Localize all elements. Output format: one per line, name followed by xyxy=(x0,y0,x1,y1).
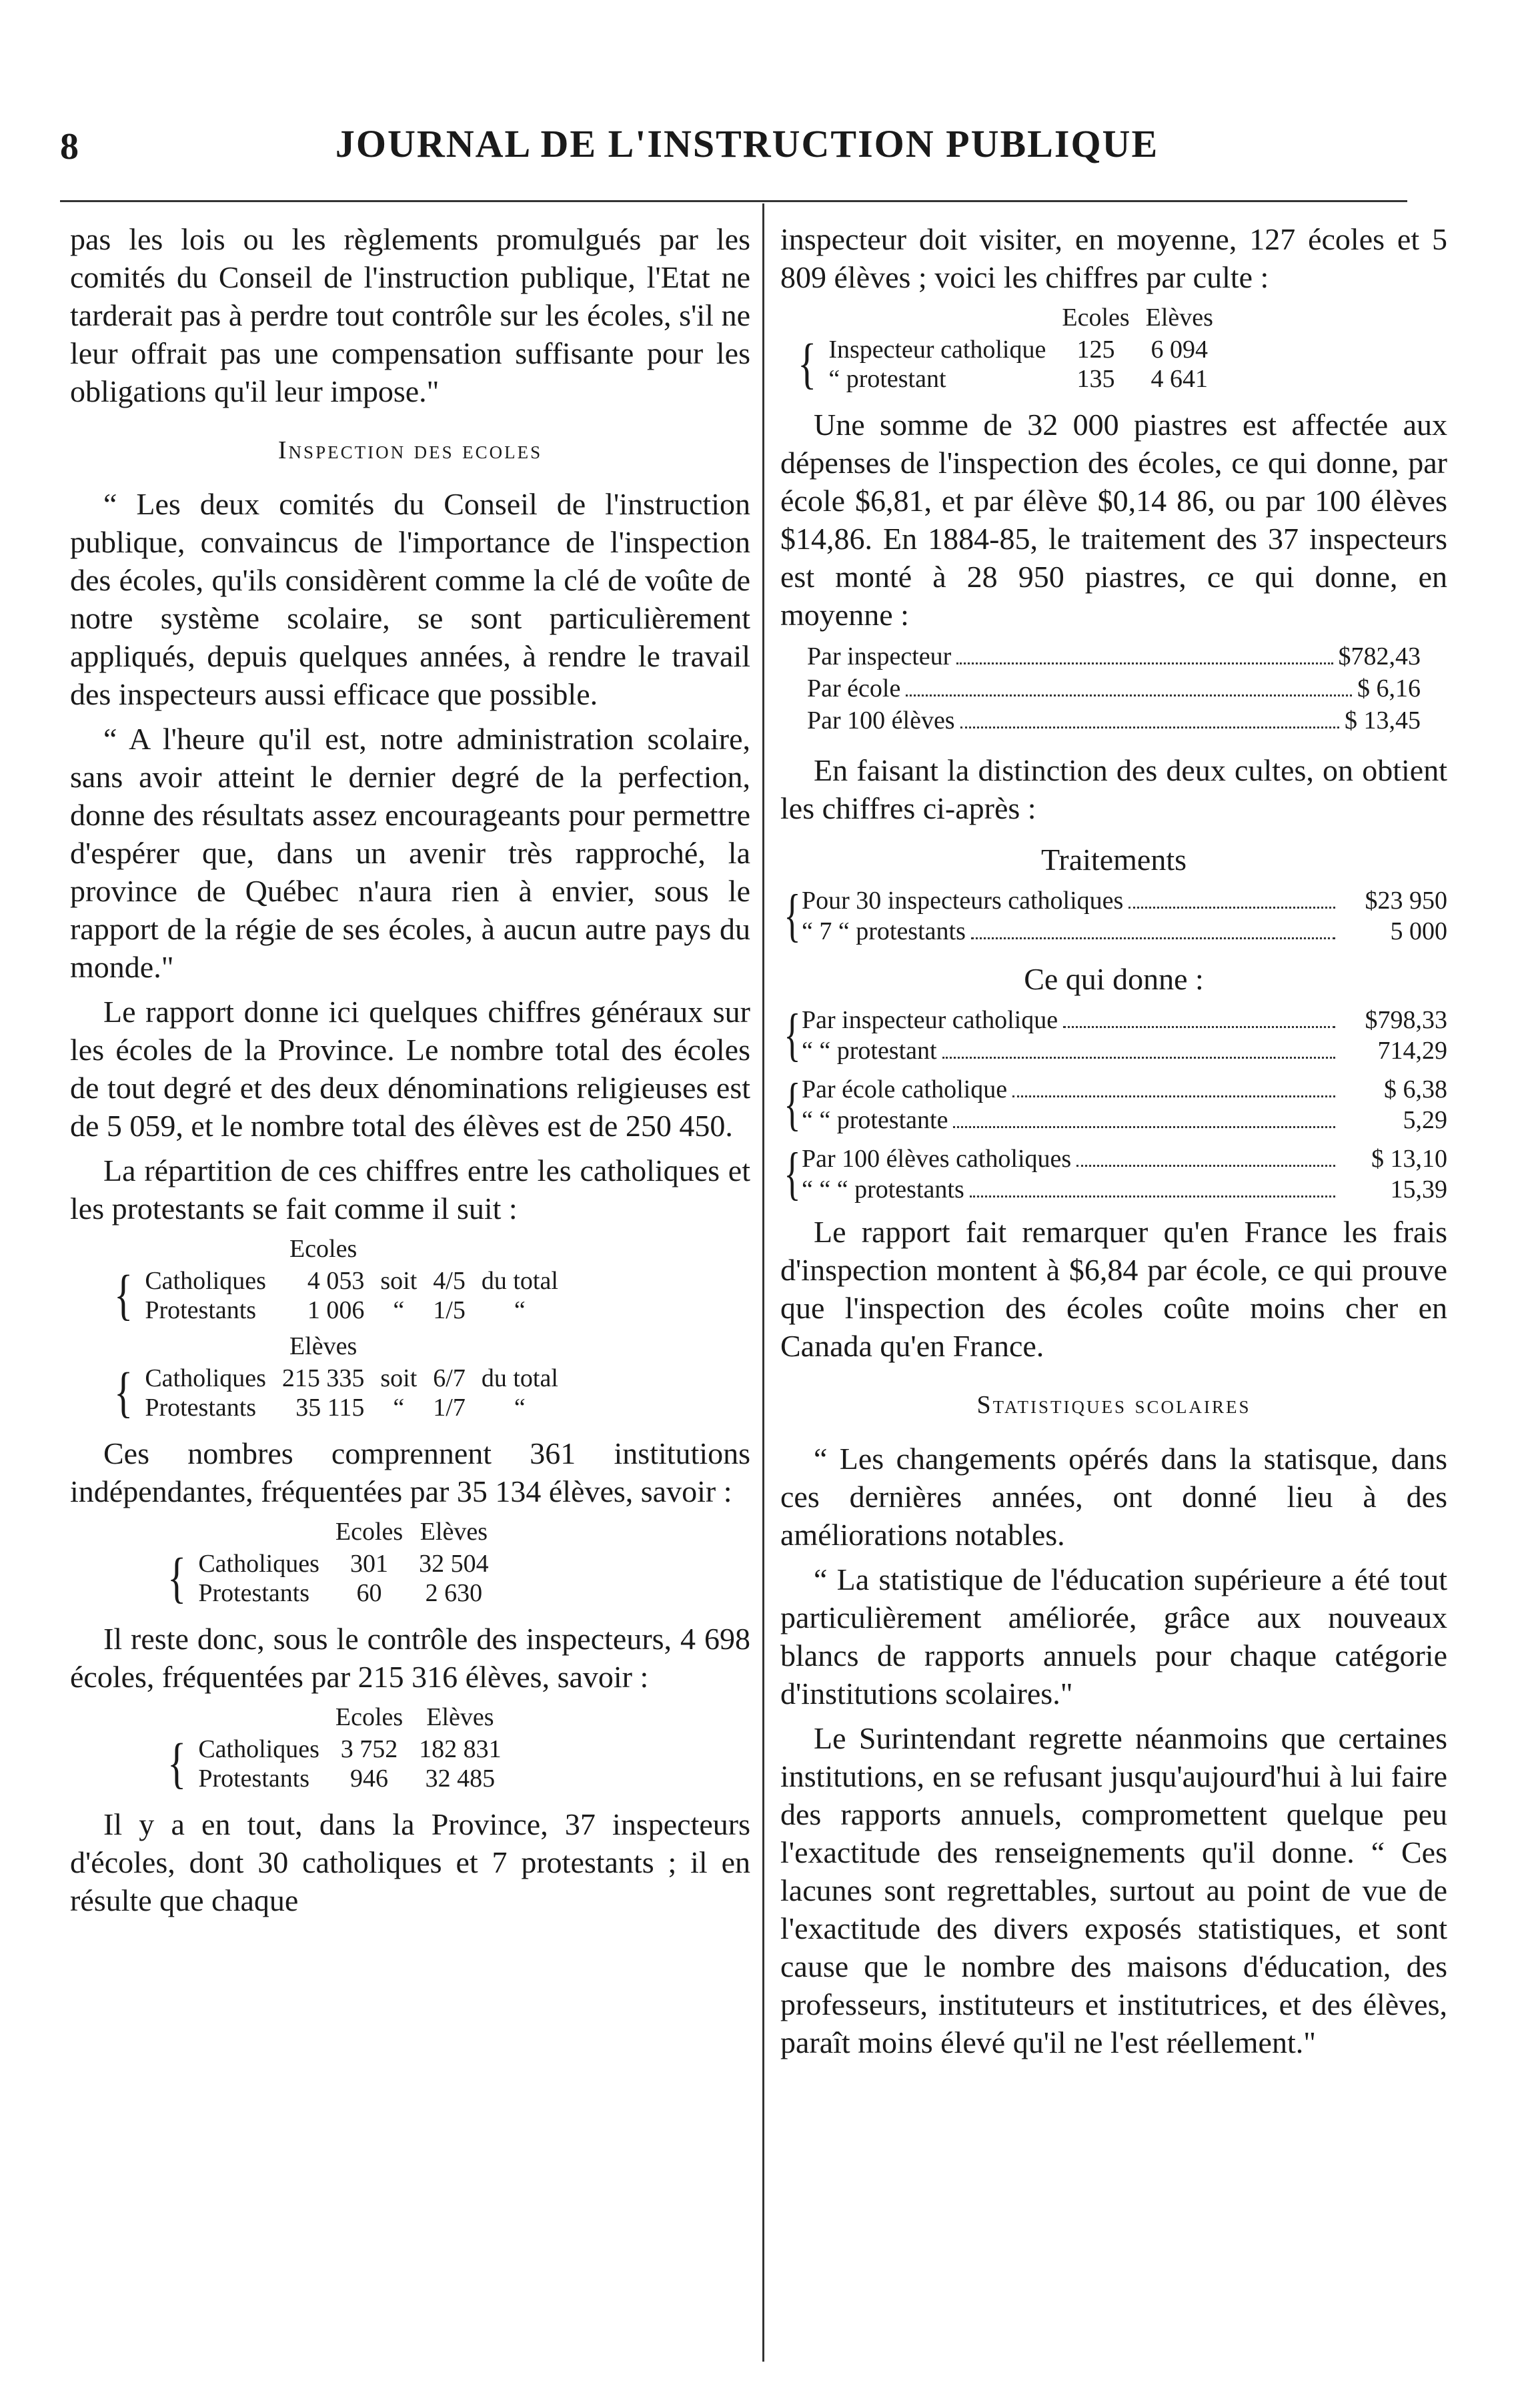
subsection-title: Ce qui donne : xyxy=(1024,962,1204,996)
table-row: { Inspecteur catholique 125 6 094 xyxy=(798,333,1209,395)
independent-institutions-table xyxy=(163,1517,497,1608)
list-item: Pour 30 inspecteurs catholiques $23 950 xyxy=(802,887,1447,915)
journal-title: JOURNAL DE L'INSTRUCTION PUBLIQUE xyxy=(335,122,1159,165)
page-header xyxy=(53,113,1441,187)
paragraph: “ La statistique de l'éducation supérieure a été tout particulièrement améliorée, grâce aux nouveaux blancs de rapports annuels pour chaque catégorie d'institutions scolaires." xyxy=(780,1562,1447,1711)
paragraph: Le Surintendant regrette néanmoins que certaines institutions, en se refusant jusqu'aujourd'hui à lui faire des rapports annuels, compromettent quelque peu l'exactitude des renseignements qu'il donne. “ Ces lacunes sont regrettables, surtout au point de vue de l'exactitude des divers exposés statistiques, et sont cause que le nombre des maisons d'éducation, des professeurs, instituteurs et institutrices, et des élèves, paraît moins élevé qu'il ne l'est réellement." xyxy=(780,1721,1447,2059)
column-header: Ecoles xyxy=(335,1703,404,1731)
list-item: Par inspecteur catholique $798,33 xyxy=(802,1006,1447,1034)
section-title: Inspection des ecoles xyxy=(277,436,543,464)
left-column xyxy=(70,220,750,1926)
brace: { xyxy=(167,1547,187,1609)
distribution-table xyxy=(110,1234,566,1422)
per-culte-table xyxy=(794,303,1221,394)
list-item: “ “ “ protestants 15,39 xyxy=(802,1175,1447,1204)
table-row: { Catholiques 301 32 504 xyxy=(167,1547,489,1609)
section-title: Statistiques scolaires xyxy=(976,1391,1251,1419)
paragraph: “ Les deux comités du Conseil de l'instruction publique, convaincus de l'importance de l'inspection des écoles, qu'ils considèrent comme la clé de voûte de notre système scolaire, se sont particulièrement appliqués, depuis quelques années, à rendre le travail des inspecteurs aussi efficace que possible. xyxy=(70,487,750,711)
list-item: “ “ protestante 5,29 xyxy=(802,1106,1447,1134)
paragraph: “ A l'heure qu'il est, notre administration scolaire, sans avoir atteint le dernier degré de la perfection, donne des résultats assez encourageants pour permettre d'espérer que, dans un avenir très rapproché, la province de Québec n'aura rien à envier, sous le rapport de la régie de ses écoles, à aucun autre pays du monde." xyxy=(70,722,750,984)
table-row: { Catholiques 3 752 182 831 xyxy=(167,1733,502,1795)
traitements-block xyxy=(780,885,1447,947)
brace: { xyxy=(784,1003,801,1067)
brace: { xyxy=(798,333,817,395)
inspected-schools-table xyxy=(163,1703,510,1793)
inspecteur-block xyxy=(780,1005,1447,1066)
column-header: Ecoles xyxy=(1062,304,1130,332)
list-item: “ “ protestant 714,29 xyxy=(802,1037,1447,1065)
list-item: Par école $ 6,16 xyxy=(807,674,1421,702)
list-item: “ 7 “ protestants 5 000 xyxy=(802,917,1447,945)
column-header: Elèves xyxy=(420,1518,488,1546)
list-item: Par inspecteur $782,43 xyxy=(807,642,1421,670)
paragraph: Il reste donc, sous le contrôle des inspecteurs, 4 698 écoles, fréquentées par 215 316 élèves, savoir : xyxy=(70,1622,750,1694)
table-row: { Catholiques 215 335 soit 6/7 du total xyxy=(114,1362,558,1424)
table-row: Protestants 60 2 630 xyxy=(198,1579,483,1607)
ecole-block xyxy=(780,1074,1447,1135)
table-row: Protestants 1 006 “ 1/5 “ xyxy=(145,1296,526,1324)
column-divider xyxy=(762,203,764,2362)
column-header: Ecoles xyxy=(289,1235,357,1263)
brace: { xyxy=(784,1072,801,1137)
table-row: “ protestant 135 4 641 xyxy=(828,365,1209,393)
eleves-block xyxy=(780,1143,1447,1205)
brace: { xyxy=(784,883,801,948)
paragraph: inspecteur doit visiter, en moyenne, 127 écoles et 5 809 élèves ; voici les chiffres par culte : xyxy=(780,222,1447,294)
subsection-title: Traitements xyxy=(1040,843,1187,877)
column-header: Elèves xyxy=(1145,304,1213,332)
paragraph: La répartition de ces chiffres entre les catholiques et les protestants se fait comme il suit : xyxy=(70,1153,750,1226)
list-item: Par 100 élèves $ 13,45 xyxy=(807,706,1421,735)
paragraph: Il y a en tout, dans la Province, 37 inspecteurs d'écoles, dont 30 catholiques et 7 protestants ; il en résulte que chaque xyxy=(70,1807,750,1917)
right-column xyxy=(780,220,1447,2068)
brace: { xyxy=(784,1141,801,1206)
brace: { xyxy=(167,1733,187,1795)
brace: { xyxy=(114,1264,133,1326)
paragraph: Le rapport donne ici quelques chiffres généraux sur les écoles de la Province. Le nombre total des écoles de tout degré et des deux dénominations religieuses est de 5 059, et le nombre total des élèves est de 250 450. xyxy=(70,995,750,1143)
paragraph: pas les lois ou les règlements promulgués par les comités du Conseil de l'instruction publique, l'Etat ne tarderait pas à perdre tout contrôle sur les écoles, s'il ne leur offrait pas une compensation suffisante pour les obligations qu'il leur impose." xyxy=(70,222,750,408)
header-rule xyxy=(60,200,1407,202)
column-header: Elèves xyxy=(289,1332,357,1360)
paragraph: “ Les changements opérés dans la statisque, dans ces dernières années, ont donné lieu à des améliorations notables. xyxy=(780,1442,1447,1552)
paragraph: Une somme de 32 000 piastres est affectée aux dépenses de l'inspection des écoles, ce qui donne, par école $6,81, et par élève $0,14 86, ou par 100 élèves $14,86. En 1884-85, le traitement des 37 inspecteurs est monté à 28 950 piastres, ce qui donne, en moyenne : xyxy=(780,408,1447,632)
list-item: Par 100 élèves catholiques $ 13,10 xyxy=(802,1145,1447,1173)
column-header: Elèves xyxy=(426,1703,494,1731)
column-header: Ecoles xyxy=(335,1518,404,1546)
paragraph: Ces nombres comprennent 361 institutions indépendantes, fréquentées par 35 134 élèves, savoir : xyxy=(70,1436,750,1508)
table-row: Protestants 35 115 “ 1/7 “ xyxy=(145,1394,526,1422)
brace: { xyxy=(114,1362,133,1424)
average-list xyxy=(780,640,1447,737)
paragraph: Le rapport fait remarquer qu'en France les frais d'inspection montent à $6,84 par école, ce qui prouve que l'inspection des écoles coûte moins cher en Canada qu'en France. xyxy=(780,1215,1447,1363)
list-item: Par école catholique $ 6,38 xyxy=(802,1075,1447,1103)
table-row: { Catholiques 4 053 soit 4/5 du total xyxy=(114,1264,558,1326)
table-row: Protestants 946 32 485 xyxy=(198,1765,496,1793)
page-number: 8 xyxy=(60,126,79,167)
paragraph: En faisant la distinction des deux cultes, on obtient les chiffres ci-après : xyxy=(780,753,1447,825)
